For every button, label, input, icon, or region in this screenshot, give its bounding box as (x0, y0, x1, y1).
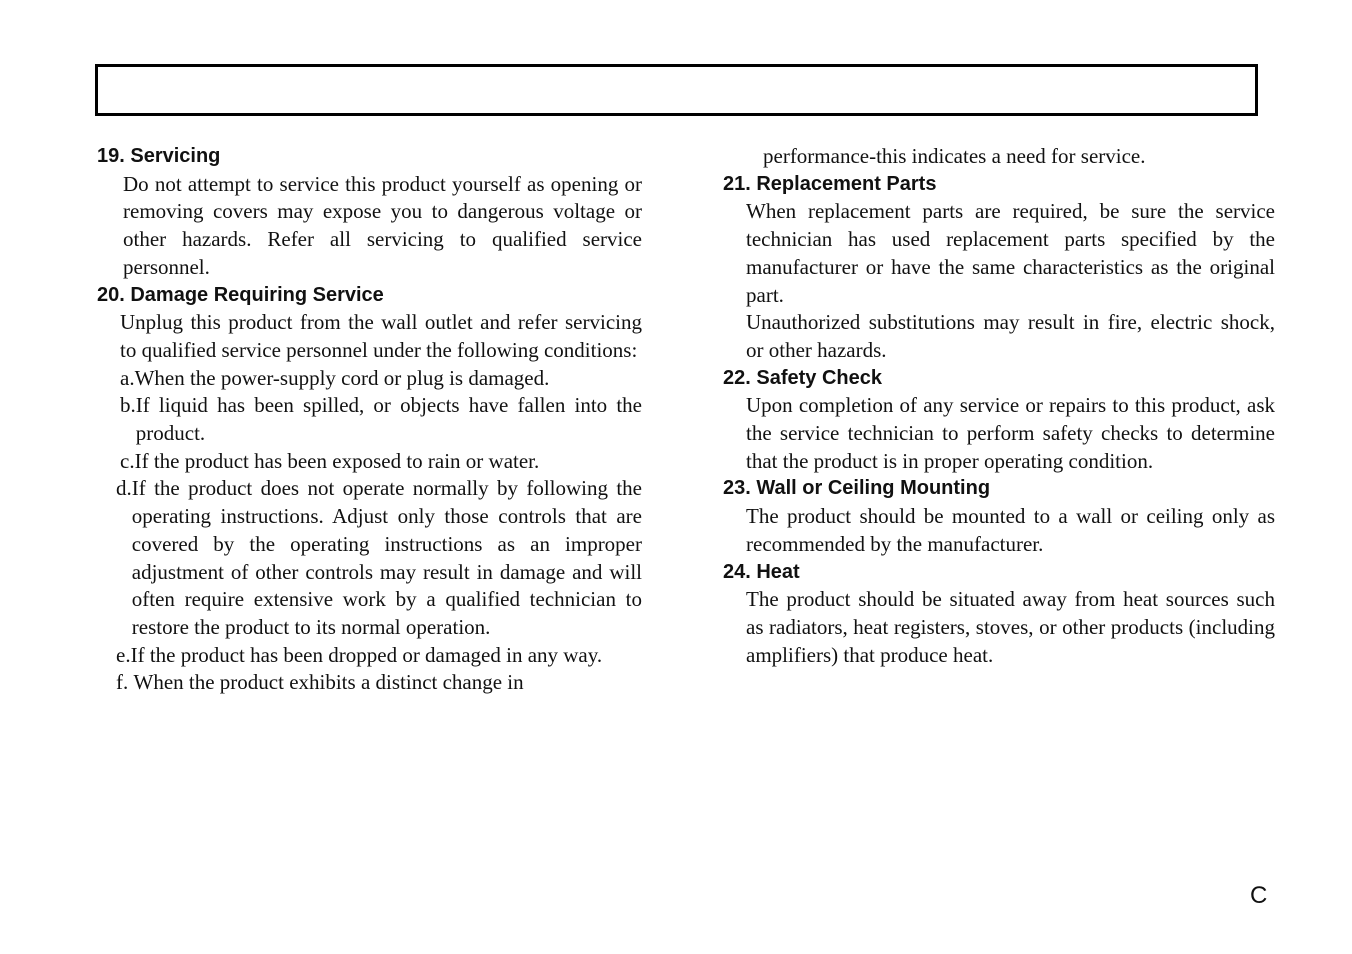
section-21-body: When replacement parts are required, be sure the service technician has used replacement parts specified by the manufacturer or have the same characteristics as the original part. (746, 199, 1275, 307)
section-20-intro: Unplug this product from the wall outlet and refer servicing to qualified service personnel under the following conditions: (120, 310, 642, 362)
condition-text: If the product has been dropped or damaged in any way. (130, 642, 603, 667)
condition-item-b (120, 392, 642, 447)
page-mark: C (1250, 882, 1268, 909)
section-22-body: Upon completion of any service or repairs to this product, ask the service technician to perform safety checks to determine that the product is in proper operating condition. (746, 393, 1275, 473)
condition-text: When the product exhibits a distinct change in (133, 670, 524, 695)
section-23-body: The product should be mounted to a wall or ceiling only as recommended by the manufacturer. (746, 504, 1275, 556)
condition-text: If the product has been exposed to rain or water. (134, 448, 540, 473)
section-19-heading: 19. Servicing (97, 145, 221, 167)
section-21-body-2: Unauthorized substitutions may result in fire, electric shock, or other hazards. (746, 310, 1275, 362)
section-20-heading: 20. Damage Requiring Service (97, 283, 384, 306)
header-box (95, 64, 1258, 116)
condition-text: If liquid has been spilled, or objects have fallen into the product. (135, 393, 642, 446)
right-column (723, 143, 1275, 669)
condition-mark: b. (120, 393, 136, 418)
section-19-body: Do not attempt to service this product yourself as opening or removing covers may expose you to dangerous voltage or other hazards. Refer all servicing to qualified service personnel. (123, 171, 642, 279)
left-column (97, 143, 642, 697)
section-24-body: The product should be situated away from heat sources such as radiators, heat registers, stoves, or other products (including amplifiers) that produce heat. (746, 587, 1275, 667)
condition-mark: e. (116, 642, 131, 667)
section-21-heading: 21. Replacement Parts (723, 172, 937, 195)
section-23-heading: 23. Wall or Ceiling Mounting (723, 477, 991, 500)
condition-text: If the product does not operate normally by following the operating instructions. Adjust only those controls that are covered by the operating instructions as an improper adjustment of other controls may result in damage and will often require extensive work by a qualified technician to restore the product to its normal operation. (131, 476, 642, 639)
condition-f-continuation: performance-this indicates a need for service. (763, 144, 1146, 168)
condition-item-a (120, 365, 642, 393)
condition-item-d (116, 475, 642, 641)
condition-item-e (116, 642, 642, 670)
condition-item-c (120, 448, 642, 476)
condition-item-f (116, 669, 642, 697)
condition-mark: f. (116, 670, 134, 695)
condition-mark: d. (116, 476, 132, 501)
section-24-heading: 24. Heat (723, 560, 800, 583)
condition-mark: a. (120, 365, 135, 390)
condition-mark: c. (120, 448, 135, 473)
condition-text: When the power-supply cord or plug is damaged. (134, 365, 550, 390)
section-22-heading: 22. Safety Check (723, 366, 882, 389)
